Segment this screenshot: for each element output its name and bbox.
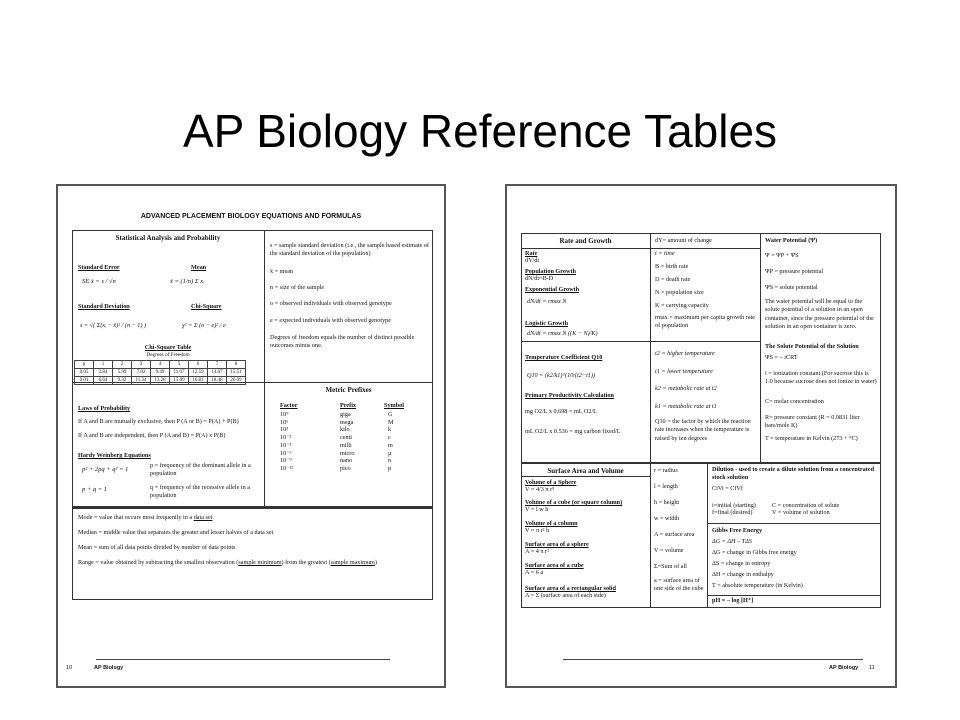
def-t2: t2 = higher temperature (655, 350, 715, 357)
population-growth-label: Population Growth (525, 268, 576, 275)
def-death: D = death rate (655, 276, 691, 283)
metric-prefix: giga (340, 411, 351, 418)
metric-symbol: c (388, 434, 391, 442)
chi-cell: 9.49 (151, 369, 170, 377)
def-a: a = surface area of one side of the cube (654, 577, 704, 593)
ph-formula: pH = – log [H⁺] (712, 597, 754, 604)
metric-col-symbol: Symbol (384, 402, 404, 409)
dilution-formula: CiVi = CfVf (712, 485, 743, 492)
hardy-weinberg-eq1: p² + 2pq + q² = 1 (82, 466, 129, 473)
gibbs-def-g: ΔG = change in Gibbs free energy (712, 549, 797, 556)
exponential-growth-formula: dN/dt = rmax N (527, 298, 567, 305)
temperature-kelvin-def: T = temperature in Kelvin (273 + °C) (765, 435, 858, 442)
pressure-constant-def: R= pressure constant (R = 0.0831 liter bars/mole K) (765, 414, 860, 430)
primary-productivity-label: Primary Productivity Calculation (525, 392, 614, 399)
chi-cell: 11.34 (132, 377, 151, 385)
hardy-weinberg-q: q = frequency of the recessive allele in a population (150, 484, 251, 500)
metric-heading: Metric Prefixes (325, 386, 372, 394)
primary-productivity-1: mg O2/L x 0.698 = mL O2/L (525, 408, 597, 415)
gibbs-def-t: T = absolute temperature (in Kelvin) (712, 582, 803, 589)
metric-factor: 10³ (280, 426, 289, 434)
metric-prefix: mega (340, 418, 354, 426)
logistic-growth-formula: dN/dt = rmax N ((K − N)/K) (527, 330, 598, 337)
stats-heading: Statistical Analysis and Probability (115, 234, 221, 242)
chi-cell: 14.07 (208, 369, 227, 377)
dilution-concentration: C = concentration of solute (772, 502, 840, 509)
dilution-heading: Dilution - used to create a dilute solution from a concentrated stock solution (712, 466, 875, 482)
def-sample-size: n = size of the sample (270, 284, 325, 291)
def-expected: e = expected individuals with observed genotype (270, 317, 392, 324)
standard-deviation-formula: s = √( Σ(xᵢ − x̄)² / (n − 1) ) (80, 322, 147, 329)
def-mean: x̄ = mean (270, 268, 294, 275)
metric-prefix: milli (340, 441, 352, 449)
chi-cell: 13.28 (151, 377, 170, 385)
chi-header-cell: 7 (208, 361, 227, 369)
solute-potential-heading: The Solute Potential of the Solution (765, 343, 859, 350)
metric-symbol: m (388, 441, 393, 449)
metric-prefix: kilo (340, 426, 350, 434)
gibbs-heading: Gibbs Free Energy (712, 527, 763, 534)
def-k2: k2 = metabolic rate at t2 (655, 385, 717, 392)
volume-column-label: Volume of a column (525, 520, 578, 527)
surface-area-heading: Surface Area and Volume (547, 467, 624, 475)
chi-header-cell: 6 (189, 361, 208, 369)
surface-cube-formula: A = 6 a (525, 569, 544, 576)
def-length: l = length (654, 483, 678, 490)
metric-factor: 10⁹ (280, 411, 289, 418)
def-surface-area: A = surface area (654, 531, 695, 538)
def-t: t = time (655, 250, 675, 257)
ionization-constant-def: i = ionization constant (For sucrose this is 1.0 because sucrose does not ionize in water) (765, 370, 877, 386)
surface-sphere-label: Surface area of a sphere (525, 541, 589, 548)
doc-title: ADVANCED PLACEMENT BIOLOGY EQUATIONS AND FORMULAS (140, 213, 362, 220)
def-dy: dY= amount of change (655, 237, 712, 244)
mean-formula: x̄ = (1/n) Σ xᵢ (170, 278, 205, 285)
metric-factor: 10⁻³ (280, 441, 292, 449)
chi-cell: 9.32 (113, 377, 132, 385)
chi-header-cell: 2 (113, 361, 132, 369)
chi-header-cell: p (75, 361, 94, 369)
metric-symbol: G (388, 411, 393, 418)
chi-cell: 5.99 (113, 369, 132, 377)
chi-header-cell: 3 (132, 361, 151, 369)
left-reference-page (56, 184, 446, 688)
water-potential-eq: Ψ = ΨP + ΨS (765, 252, 799, 259)
metric-prefix: centi (340, 434, 353, 442)
def-degrees-freedom: Degrees of freedom equals the number of distinct possible outcomes minus one. (270, 334, 415, 350)
chi-square-formula: χ² = Σ (o − e)² / e (182, 322, 226, 329)
laws-heading: Laws of Probability (78, 405, 131, 412)
metric-factor: 10⁶ (280, 418, 289, 426)
metric-factor: 10⁻⁶ (280, 449, 292, 457)
chi-cell: 0.01 (75, 377, 94, 385)
rate-heading: Rate and Growth (559, 237, 612, 245)
volume-sphere-label: Volume of a Sphere (525, 479, 577, 486)
chi-cell: 15.09 (170, 377, 189, 385)
metric-symbol: k (388, 426, 392, 434)
def-population-size: N = population size (655, 289, 704, 296)
chi-header-cell: 5 (170, 361, 189, 369)
mode-definition: Mode = value that occurs most frequently in a data set (78, 514, 213, 521)
range-definition: Range = value obtained by subtracting the smallest observation (sample minimum) from the greatest (sample maximum) (78, 559, 377, 566)
surface-rectangular-label: Surface area of a rectangular solid (525, 585, 616, 592)
def-q10: Q10 = the factor by which the reaction rate increases when the temperature is raised by ten degrees (655, 418, 751, 442)
primary-productivity-2: mL O2/L x 0.536 = mg carbon fixed/L (525, 428, 621, 435)
standard-error-formula: SE x̄ = s / √n (82, 278, 116, 285)
dilution-volume: V = volume of solution (772, 509, 830, 516)
standard-deviation-label: Standard Deviation (78, 303, 130, 310)
water-potential-paragraph: The water potential will be equal to the solute potential of a solution in an open container, since the pressure potential of the solution in an open container is zero. (765, 298, 874, 331)
chi-header-cell: 8 (227, 361, 246, 369)
chi-cell: 11.07 (170, 369, 189, 377)
def-t1: t1 = lower temperature (655, 368, 713, 375)
chi-cell: 6.64 (94, 377, 113, 385)
footer-brand: AP Biology (94, 665, 124, 671)
chi-header-cell: 4 (151, 361, 170, 369)
metric-prefix: nano (340, 457, 353, 465)
law-mutually-exclusive: If A and B are mutually exclusive, then P (A or B) = P(A) + P(B) (78, 418, 239, 425)
metric-prefixes (340, 411, 354, 473)
chi-cell: 0.05 (75, 369, 94, 377)
metric-col-factor: Factor (280, 402, 298, 409)
standard-error-label: Standard Error (78, 264, 120, 271)
gibbs-def-s: ΔS = change in entropy (712, 560, 771, 567)
def-volume: V = volume (654, 547, 684, 554)
mean-definition: Mean = sum of all data points divided by number of data points (78, 544, 236, 551)
gibbs-def-h: ΔH = change in enthalpy (712, 571, 774, 578)
def-observed: o = observed individuals with observed genotype (270, 300, 392, 307)
chi-cell: 20.09 (227, 377, 246, 385)
metric-factor: 10⁻¹² (280, 464, 294, 472)
metric-prefix: micro (340, 449, 355, 457)
metric-factor: 10⁻⁹ (280, 457, 292, 465)
chi-table-heading: Chi-Square Table (144, 344, 192, 351)
def-birth: B = birth rate (655, 263, 689, 270)
temperature-coefficient-label: Temperature Coefficient Q10 (525, 354, 603, 361)
right-reference-page (505, 184, 897, 688)
gibbs-formula: ΔG = ΔH – TΔS (712, 538, 752, 545)
chi-header-cell: 1 (94, 361, 113, 369)
surface-sphere-formula: A = 4 π r² (525, 548, 549, 555)
q10-formula: Q10 = (k2/k1)^(10/(t2−t1)) (527, 372, 596, 379)
metric-symbol: µ (388, 449, 392, 457)
chi-cell: 16.81 (189, 377, 208, 385)
dilution-final: f=final (desired) (712, 509, 753, 516)
def-rmax: rmax = maximum per capita growth rate of population (655, 314, 756, 330)
volume-column-formula: V = π r² h (525, 527, 550, 534)
def-width: w = width (654, 515, 680, 522)
def-carrying-capacity: K = carrying capacity (655, 302, 709, 309)
def-k1: k1 = metabolic rate at t1 (655, 403, 717, 410)
hardy-weinberg-eq2: p + q = 1 (82, 486, 108, 493)
metric-symbol: p (388, 464, 392, 472)
population-growth-formula: dN/dt=B-D (525, 275, 554, 282)
footer-page-number: 10 (66, 665, 73, 671)
chi-cell: 3.84 (94, 369, 113, 377)
dilution-initial: i=initial (starting) (712, 502, 756, 509)
volume-sphere-formula: V = 4/3 π r³ (525, 486, 554, 493)
chi-cell: 12.59 (189, 369, 208, 377)
molar-concentration-def: C= molar concentration (765, 398, 824, 405)
volume-cube-label: Volume of a cube (or square column) (525, 499, 623, 506)
def-height: h = height (654, 499, 680, 506)
footer-page-number: 11 (869, 665, 875, 671)
chi-square-table (74, 360, 246, 385)
rate-formula: dY/dt (525, 257, 540, 264)
water-potential-heading: Water Potential (Ψ) (765, 237, 818, 244)
footer-brand: AP Biology (829, 665, 859, 671)
law-independent: If A and B are independent, then P (A and B) = P(A) x P(B) (78, 432, 226, 439)
mean-label: Mean (191, 264, 207, 271)
metric-symbol: M (388, 418, 394, 426)
chi-square-label: Chi-Square (191, 303, 222, 310)
solute-potential-formula: ΨS = – iCRT (765, 354, 798, 361)
surface-cube-label: Surface area of a cube (525, 562, 584, 569)
slide-title: AP Biology Reference Tables (182, 105, 778, 157)
volume-cube-formula: V = l w h (525, 506, 549, 513)
metric-col-prefix: Prefix (340, 402, 357, 409)
chi-cell: 15.51 (227, 369, 246, 377)
degrees-of-freedom-label: Degrees of Freedom (146, 352, 190, 358)
median-definition: Median = middle value that separates the greater and lesser halves of a data set (78, 529, 274, 536)
metric-factors (280, 411, 293, 473)
def-sample-sd: s = sample standard deviation (i.e., the sample based estimate of the standard deviation of the population) (270, 242, 429, 258)
logistic-growth-label: Logistic Growth (525, 320, 569, 327)
hardy-weinberg-p: p = frequency of the dominant allele in a population (150, 462, 251, 478)
chi-cell: 18.48 (208, 377, 227, 385)
surface-rectangular-formula: A = Σ (surface area of each side) (525, 592, 606, 599)
metric-symbols (388, 411, 394, 473)
def-radius: r = radius (654, 467, 678, 474)
solute-potential-def: ΨS = solute potential (765, 284, 818, 291)
hardy-weinberg-heading: Hardy Weinberg Equations (78, 452, 151, 459)
pressure-potential-def: ΨP = pressure potential (765, 268, 824, 275)
chi-cell: 7.82 (132, 369, 151, 377)
metric-symbol: n (388, 457, 392, 465)
rate-label: Rate (525, 250, 538, 257)
exponential-growth-label: Exponential Growth (525, 286, 580, 293)
def-sum: Σ=Sum of all (654, 563, 687, 570)
metric-prefix: pico (340, 464, 351, 472)
metric-factor: 10⁻² (280, 434, 292, 442)
